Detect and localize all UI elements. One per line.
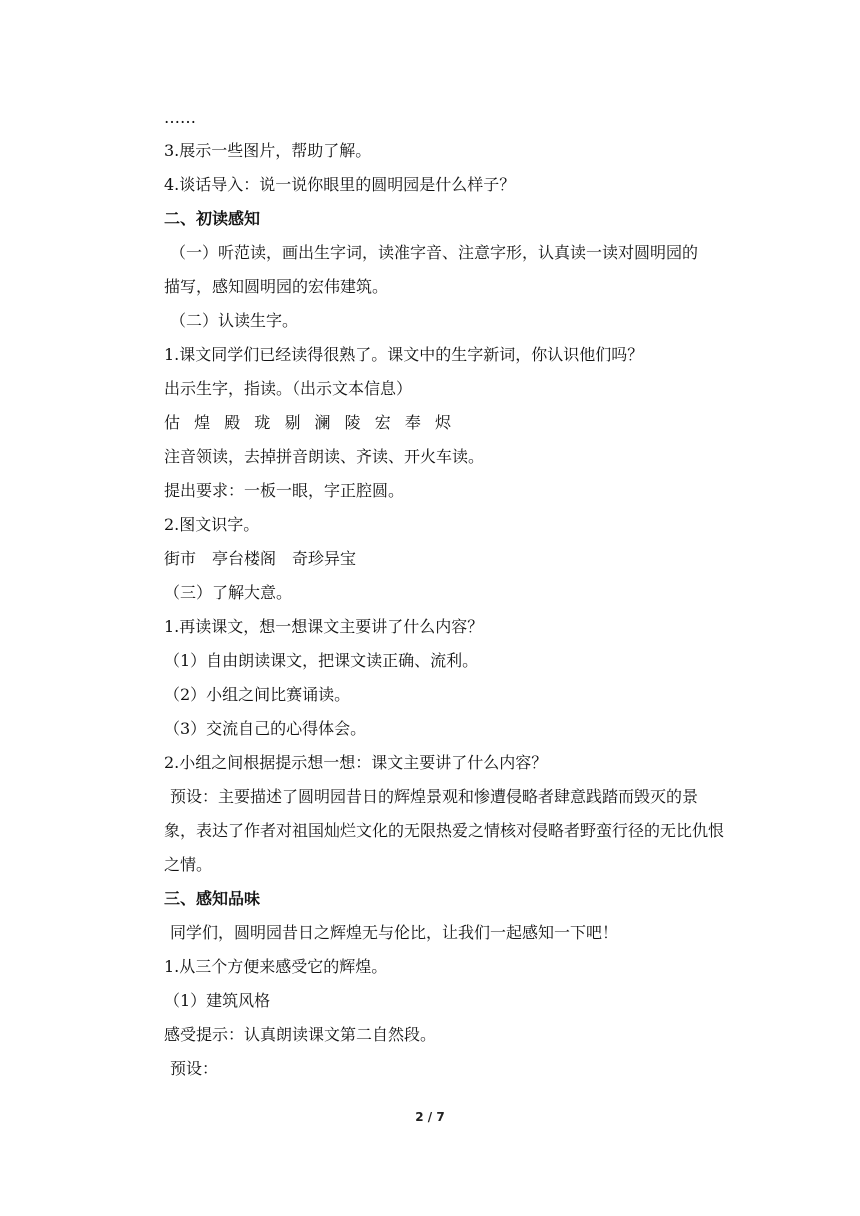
section-heading: 三、感知品味: [164, 889, 261, 908]
list-item: 4.谈话导入：说一说你眼里的圆明园是什么样子？: [164, 175, 516, 194]
list-item: 3.展示一些图片，帮助了解。: [164, 141, 372, 160]
paragraph-line: 预设：: [170, 1059, 219, 1078]
subsection-heading: （二）认读生字。: [170, 311, 299, 330]
list-item: 1.再读课文，想一想课文主要讲了什么内容？: [164, 617, 484, 636]
paragraph-line: 描写，感知圆明园的宏伟建筑。: [164, 277, 389, 296]
character: 烬: [434, 413, 451, 432]
character: 宏: [374, 413, 391, 432]
list-item: 2.小组之间根据提示想一想：课文主要讲了什么内容？: [164, 753, 548, 772]
character: 估: [164, 413, 181, 432]
list-item: 2.图文识字。: [164, 515, 260, 534]
character: 殿: [224, 413, 241, 432]
list-item: （1）自由朗读课文，把课文读正确、流利。: [164, 651, 479, 670]
new-characters-row: [164, 413, 460, 433]
paragraph-line: 象，表达了作者对祖国灿烂文化的无限热爱之情核对侵略者野蛮行径的无比仇恨: [164, 821, 725, 840]
character: 剔: [284, 413, 301, 432]
vocabulary-line: 街市 亭台楼阁 奇珍异宝: [164, 549, 357, 568]
list-item: （1）建筑风格: [164, 991, 271, 1010]
paragraph-line: 提出要求：一板一眼，字正腔圆。: [164, 481, 405, 500]
list-item: 1.从三个方便来感受它的辉煌。: [164, 957, 388, 976]
section-heading: 二、初读感知: [164, 209, 261, 228]
character: 珑: [254, 413, 271, 432]
character: 澜: [314, 413, 331, 432]
ellipsis-line: ……: [164, 108, 196, 127]
character: 奉: [404, 413, 421, 432]
paragraph-line: （一）听范读，画出生字词，读准字音、注意字形，认真读一读对圆明园的: [170, 243, 699, 262]
paragraph-line: 同学们，圆明园昔日之辉煌无与伦比，让我们一起感知一下吧！: [170, 923, 619, 942]
list-item: （3）交流自己的心得体会。: [164, 719, 367, 738]
list-item: 1.课文同学们已经读得很熟了。课文中的生字新词，你认识他们吗？: [164, 345, 644, 364]
paragraph-line: 感受提示：认真朗读课文第二自然段。: [164, 1025, 437, 1044]
paragraph-line: 之情。: [164, 855, 213, 874]
paragraph-line: 预设：主要描述了圆明园昔日的辉煌景观和惨遭侵略者肆意践踏而毁灭的景: [170, 787, 699, 806]
paragraph-line: 出示生字，指读。（出示文本信息）: [164, 379, 413, 398]
subsection-heading: （三）了解大意。: [164, 583, 293, 602]
paragraph-line: 注音领读，去掉拼音朗读、齐读、开火车读。: [164, 447, 485, 466]
character: 陵: [344, 413, 361, 432]
page-number: 2 / 7: [415, 1110, 445, 1124]
character: 煌: [194, 413, 211, 432]
list-item: （2）小组之间比赛诵读。: [164, 685, 351, 704]
